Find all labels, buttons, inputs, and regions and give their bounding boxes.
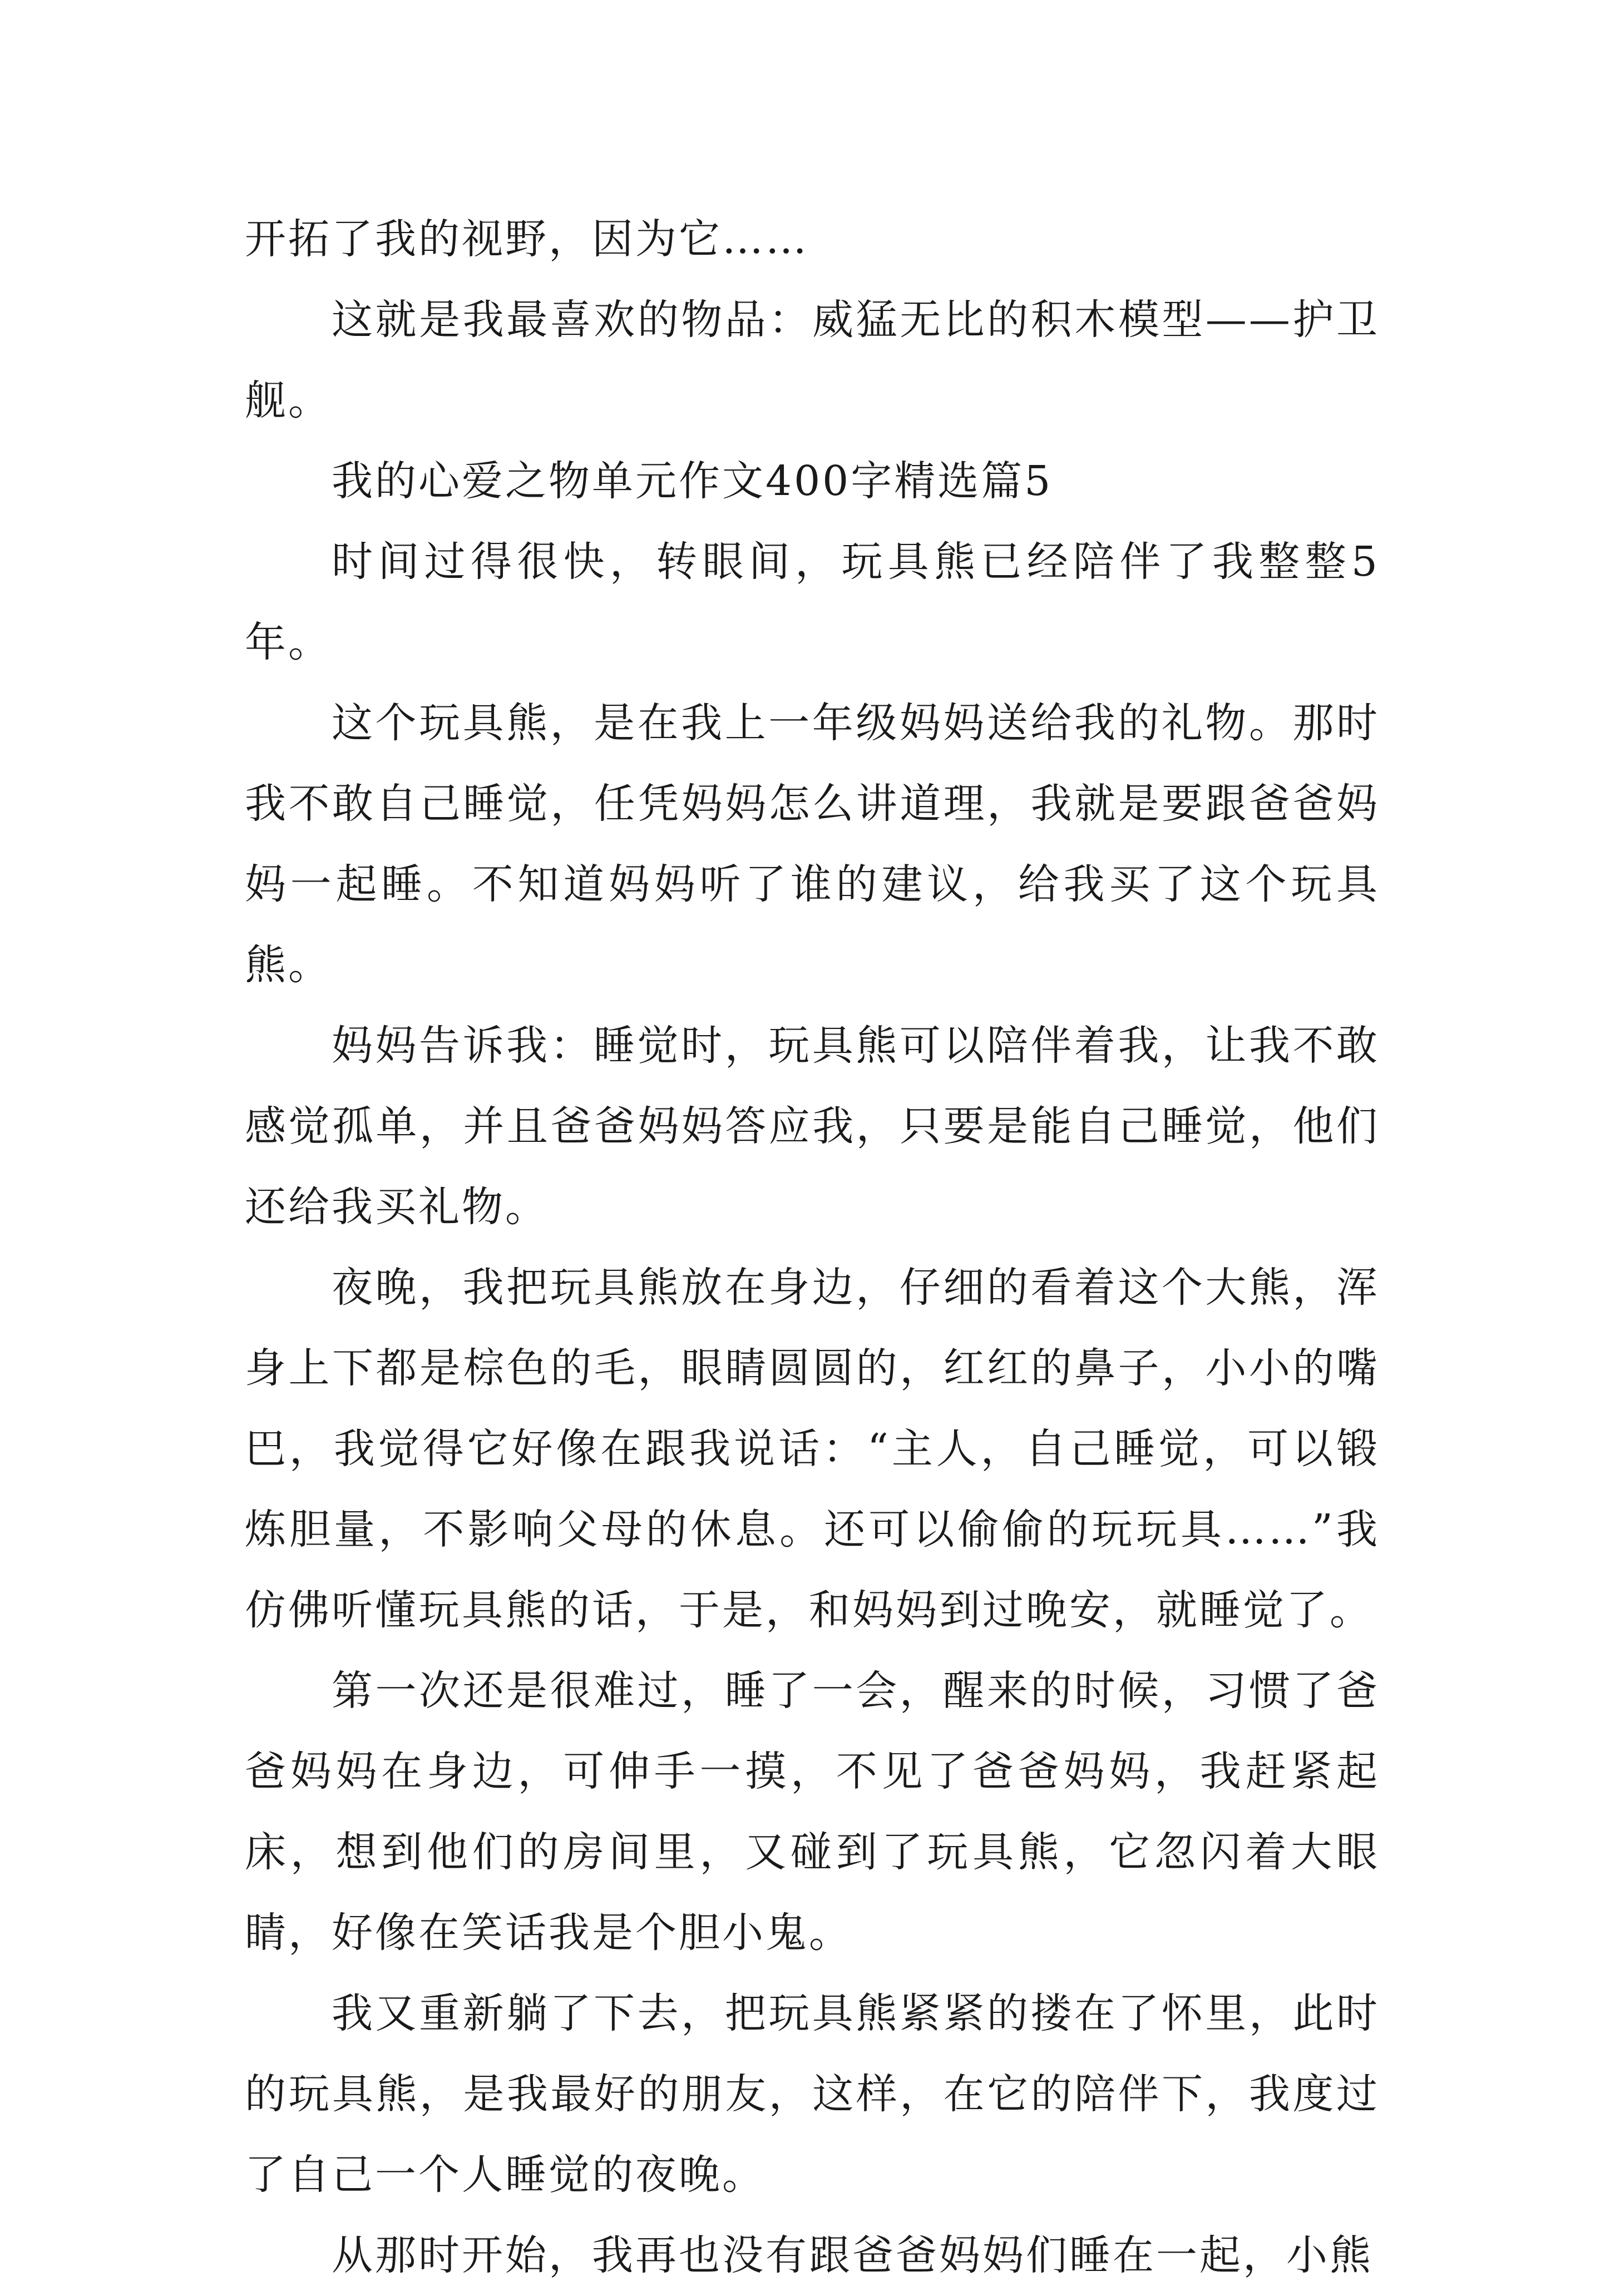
paragraph-3: 时间过得很快，转眼间，玩具熊已经陪伴了我整整5年。 [245,538,1380,666]
paragraph-6: 夜晚，我把玩具熊放在身边，仔细的看着这个大熊，浑身上下都是棕色的毛，眼睛圆圆的，红红的鼻子，小小的嘴巴，我觉得它好像在跟我说话：“主人，自己睡觉，可以锻炼胆量，不影响父母的休息。还可以偷偷的玩玩具……”我仿佛听懂玩具熊的话，于是，和妈妈到过晚安，就睡觉了。 [245,1264,1380,1634]
section-heading: 我的心爱之物单元作文400字精选篇5 [332,457,1053,505]
paragraph-5: 妈妈告诉我：睡觉时，玩具熊可以陪伴着我，让我不敢感觉孤单，并且爸爸妈妈答应我，只要是能自己睡觉，他们还给我买礼物。 [245,1022,1380,1231]
paragraph-2: 这就是我最喜欢的物品：威猛无比的积木模型——护卫舰。 [245,296,1380,424]
paragraph-9: 从那时开始，我再也没有跟爸爸妈妈们睡在一起，小熊 [332,2231,1373,2279]
paragraph-8: 我又重新躺了下去，把玩具熊紧紧的搂在了怀里，此时的玩具熊，是我最好的朋友，这样，在它的陪伴下，我度过了自己一个人睡觉的夜晚。 [245,1990,1380,2199]
paragraph-1: 开拓了我的视野，因为它…… [245,215,809,263]
paragraph-4: 这个玩具熊，是在我上一年级妈妈送给我的礼物。那时我不敢自己睡觉，任凭妈妈怎么讲道理，我就是要跟爸爸妈妈一起睡。不知道妈妈听了谁的建议，给我买了这个玩具熊。 [245,699,1380,989]
paragraph-7: 第一次还是很难过，睡了一会，醒来的时候，习惯了爸爸妈妈在身边，可伸手一摸，不见了爸爸妈妈，我赶紧起床，想到他们的房间里，又碰到了玩具熊，它忽闪着大眼睛，好像在笑话我是个胆小鬼。 [245,1667,1380,1957]
document-body [245,199,1380,2296]
